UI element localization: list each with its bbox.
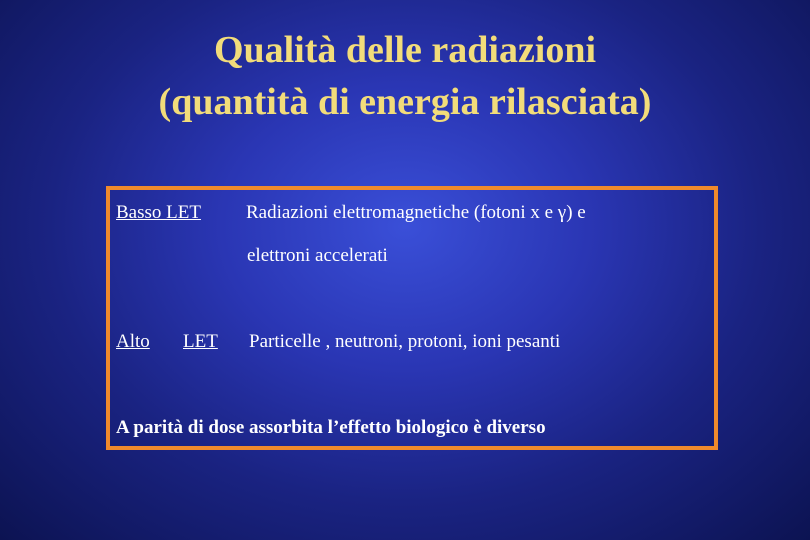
high-let-label-part-2: LET <box>183 331 218 352</box>
high-let-description: Particelle , neutroni, protoni, ioni pesanti <box>249 331 561 352</box>
conclusion-text: A parità di dose assorbita l’effetto biologico è diverso <box>116 417 546 438</box>
low-let-label: Basso LET <box>116 202 201 223</box>
slide-title-line-2: (quantità di energia rilasciata) <box>158 81 652 123</box>
high-let-label-part-1: Alto <box>116 331 150 352</box>
let-info-box <box>106 186 718 450</box>
low-let-description-line-2: elettroni accelerati <box>247 245 388 266</box>
low-let-description-line-1: Radiazioni elettromagnetiche (fotoni x e γ) e <box>246 202 586 223</box>
slide-title-line-1: Qualità delle radiazioni <box>213 29 597 71</box>
